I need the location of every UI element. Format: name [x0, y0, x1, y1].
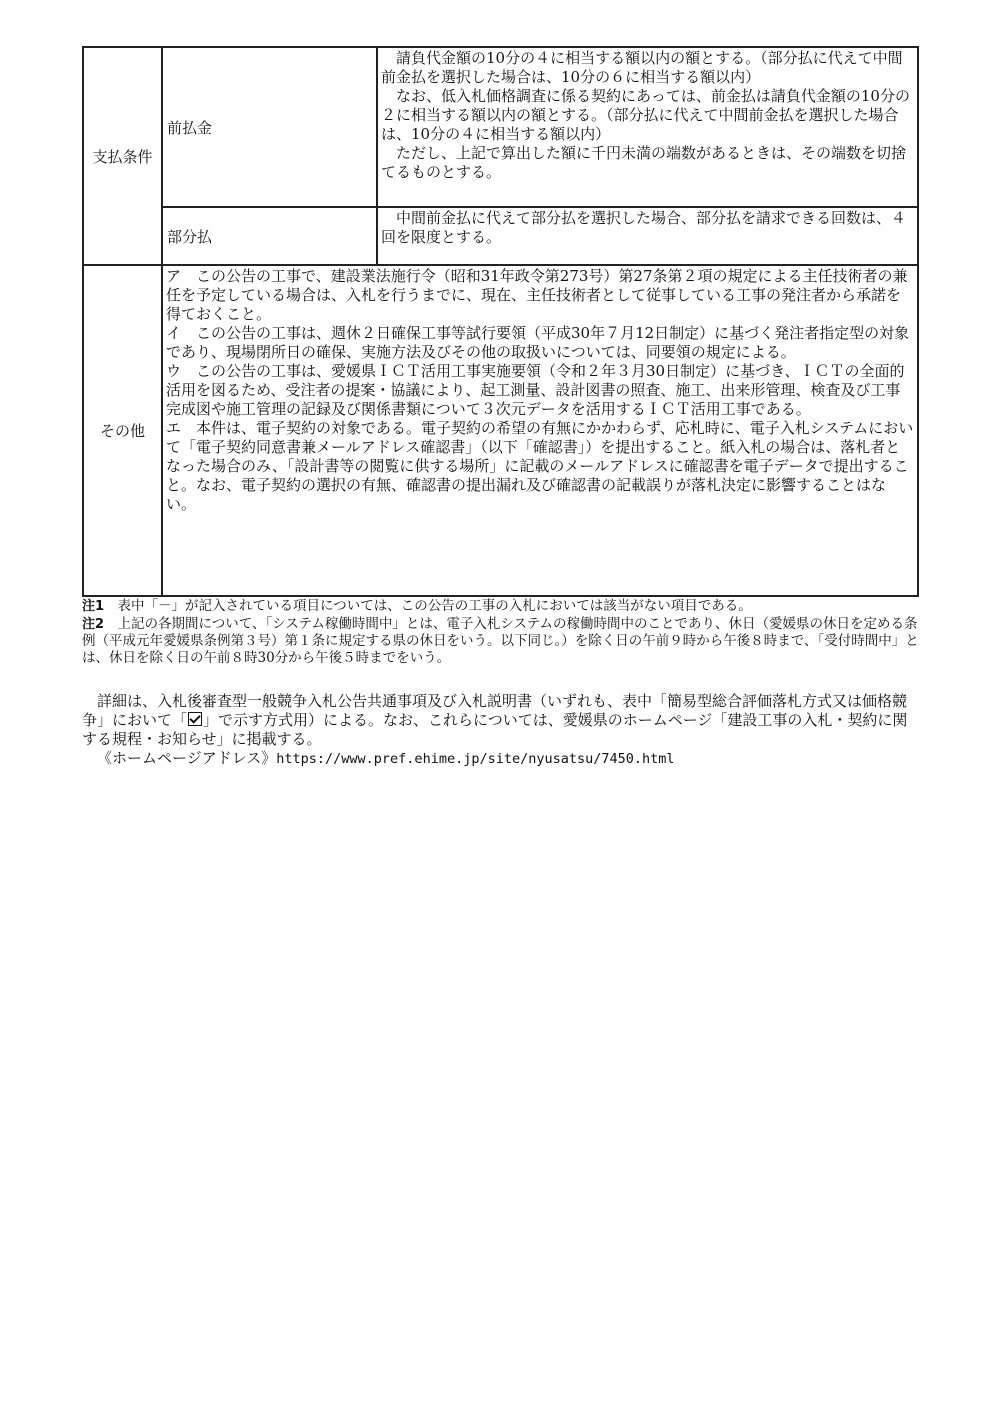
advance-paragraph: なお、低入札価格調査に係る契約にあっては、前金払は請負代金額の10分の２に相当する額以内の額とする。（部分払に代えて中間前金払を選択した場合は、10分の４に相当する額以内）: [381, 87, 910, 143]
footnote-text: 表中「－」が記入されている項目については、この公告の工事の入札においては該当がない項目である。: [117, 598, 752, 614]
homepage-url-link[interactable]: https://www.pref.ehime.jp/site/nyusatsu/7450.html: [276, 751, 675, 767]
footnote: [82, 616, 919, 667]
table-row: [83, 47, 918, 207]
advance-payment-label: 前払金: [162, 47, 377, 207]
notice-page: [82, 46, 919, 769]
advance-paragraph: ただし、上記で算出した額に千円未満の端数があるときは、その端数を切捨てるものとする。: [381, 144, 907, 181]
advance-payment-body: [377, 47, 918, 207]
footnote-text: 上記の各期間について、「システム稼働時間中」とは、電子入札システムの稼働時間中のことであり、休日（愛媛県の休日を定める条例（平成元年愛媛県条例第３号）第１条に規定する県の休日をいう。以下同じ。）を除く日の午前９時から午後８時まで、「受付時間中」とは、休日を除く日の午前８時30分から午後５時までをいう。: [82, 615, 919, 666]
advance-paragraph: 請負代金額の10分の４に相当する額以内の額とする。（部分払に代えて中間前金払を選択した場合は、10分の６に相当する額以内）: [381, 49, 903, 86]
other-body: [162, 265, 918, 596]
checkbox-checked-icon: [188, 712, 202, 726]
other-label: その他: [83, 265, 162, 596]
conditions-table: [82, 46, 919, 597]
other-item: ア この公告の工事で、建設業法施行令（昭和31年政令第273号）第27条第２項の規定による主任技術者の兼任を予定している場合は、入札を行うまでに、現在、主任技術者として従事している工事の発注者から承諾を得ておくこと。: [166, 267, 908, 323]
other-item: イ この公告の工事は、週休２日確保工事等試行要領（平成30年７月12日制定）に基づく発注者指定型の対象であり、現場閉所日の確保、実施方法及びその他の取扱いについては、同要領の規定による。: [166, 324, 910, 361]
table-row: [83, 207, 918, 265]
detail-section: [82, 692, 919, 769]
footnotes: [82, 598, 919, 666]
table-row: [83, 265, 918, 596]
other-item: ウ この公告の工事は、愛媛県ＩＣＴ活用工事実施要領（令和２年３月30日制定）に基づき、ＩＣＴの全面的活用を図るため、受注者の提案・協議により、起工測量、設計図書の照査、施工、出来形管理、検査及び工事完成図や施工管理の記録及び関係書類について３次元データを活用するＩＣＴ活用工事である。: [166, 362, 905, 418]
footnote-label: 注1: [82, 599, 105, 614]
detail-text-after: 」で示す方式用）による。なお、これらについては、愛媛県のホームページ「建設工事の入札・契約に関する規程・お知らせ」に掲載する。: [82, 711, 908, 748]
footnote: [82, 598, 919, 616]
url-label: 《ホームページアドレス》: [97, 749, 277, 767]
other-item: エ 本件は、電子契約の対象である。電子契約の希望の有無にかかわらず、応札時に、電子入札システムにおいて「電子契約同意書兼メールアドレス確認書」（以下「確認書」）を提出すること。紙入札の場合は、落札者となった場合のみ、「設計書等の閲覧に供する場所」に記載のメールアドレスに確認書を電子データで提出すること。なお、電子契約の選択の有無、確認書の提出漏れ及び確認書の記載誤りが落札決定に影響することはない。: [166, 419, 914, 513]
payment-terms-label: 支払条件: [83, 47, 162, 265]
homepage-address-line: [82, 749, 919, 769]
detail-paragraph: [82, 692, 919, 749]
partial-payment-body: [377, 207, 918, 265]
partial-payment-label: 部分払: [162, 207, 377, 265]
partial-paragraph: 中間前金払に代えて部分払を選択した場合、部分払を請求できる回数は、４回を限度とする。: [381, 209, 907, 246]
detail-text-before: 詳細は、入札後審査型一般競争入札公告共通事項及び入札説明書（いずれも、表中「簡易型総合評価落札方式又は価格競争」において「: [82, 692, 908, 729]
footnote-label: 注2: [82, 616, 105, 632]
